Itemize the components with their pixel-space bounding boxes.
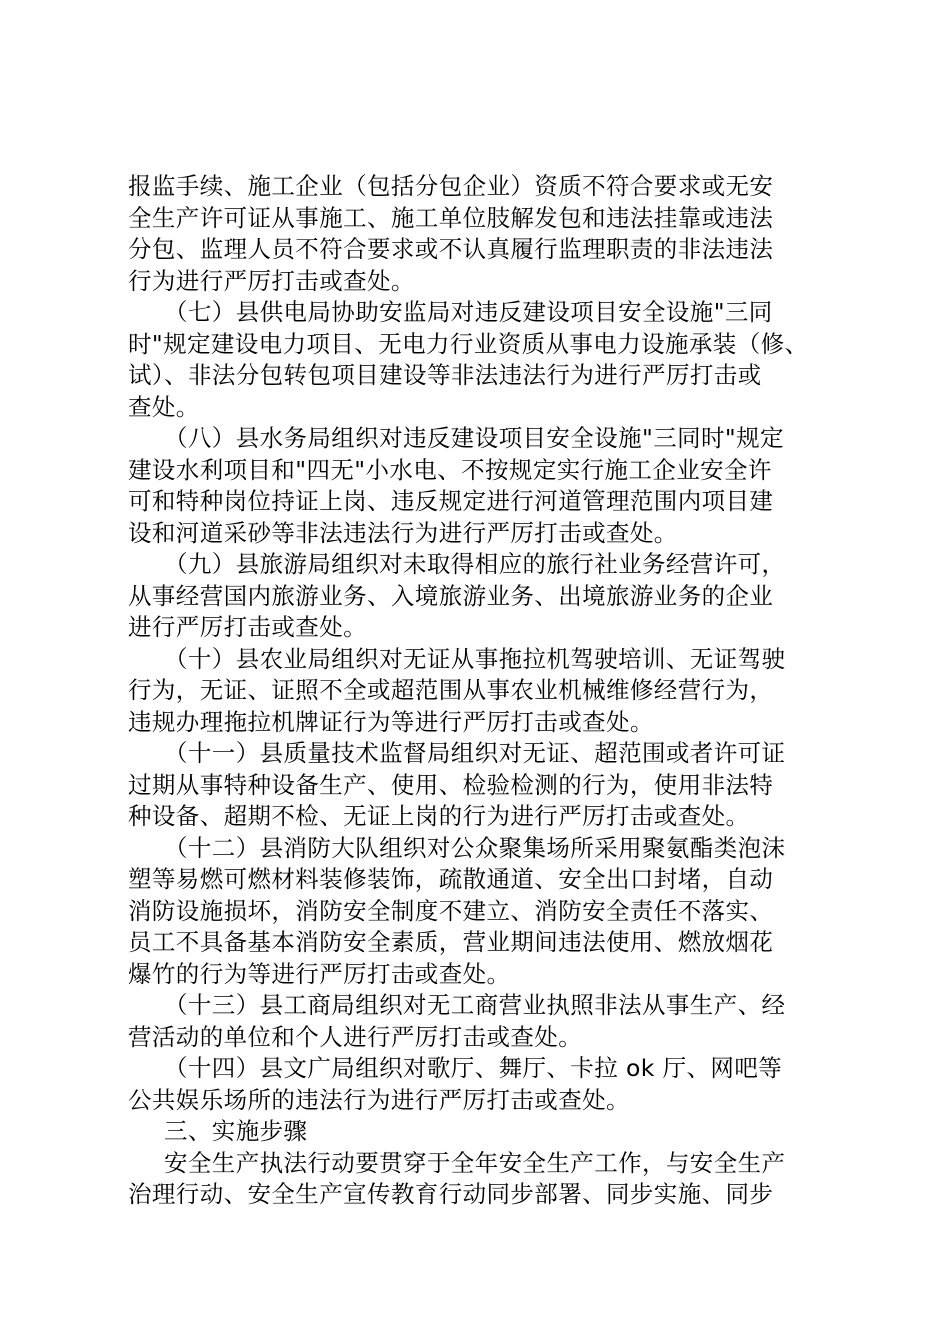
text-line: 塑等易燃可燃材料装修装饰，疏散通道、安全出口封堵，自动 xyxy=(128,865,774,893)
text-line: 从事经营国内旅游业务、入境旅游业务、出境旅游业务的企业 xyxy=(128,581,774,610)
text-line: 全生产许可证从事施工、施工单位肢解发包和违法挂靠或违法 xyxy=(128,203,774,232)
text-line: 消防设施损坏，消防安全制度不建立、消防安全责任不落实、 xyxy=(128,896,774,925)
text-line: 员工不具备基本消防安全素质，营业期间违法使用、燃放烟花 xyxy=(128,928,774,956)
paragraph-first-line: （十二）县消防大队组织对公众聚集场所采用聚氨酯类泡沫 xyxy=(164,833,786,862)
paragraph-first-line: 安全生产执法行动要贯穿于全年安全生产工作，与安全生产 xyxy=(164,1148,786,1177)
paragraph-first-line: （十四）县文广局组织对歌厅、舞厅、卡拉 ok 厅、网吧等 xyxy=(164,1054,783,1082)
text-line: 营活动的单位和个人进行严厉打击或查处。 xyxy=(128,1022,583,1051)
text-line: 公共娱乐场所的违法行为进行严厉打击或查处。 xyxy=(128,1085,630,1114)
text-line: 分包、监理人员不符合要求或不认真履行监理职责的非法违法 xyxy=(128,235,774,263)
text-line: 进行严厉打击或查处。 xyxy=(128,613,367,641)
text-line: 过期从事特种设备生产、使用、检验检测的行为，使用非法特 xyxy=(128,770,774,799)
paragraph-first-line: （九）县旅游局组织对未取得相应的旅行社业务经营许可， xyxy=(164,550,786,578)
paragraph-first-line: （八）县水务局组织对违反建设项目安全设施"三同时"规定 xyxy=(164,424,784,452)
text-line: 治理行动、安全生产宣传教育行动同步部署、同步实施、同步 xyxy=(128,1180,774,1208)
paragraph-first-line: （十）县农业局组织对无证从事拖拉机驾驶培训、无证驾驶 xyxy=(164,644,786,673)
text-line: 建设水利项目和"四无"小水电、不按规定实行施工企业安全许 xyxy=(128,455,772,484)
text-line: 违规办理拖拉机牌证行为等进行严厉打击或查处。 xyxy=(128,707,654,736)
text-line: 行为进行严厉打击或查处。 xyxy=(128,266,415,295)
document-body xyxy=(128,171,848,1211)
paragraph-first-line: 三、实施步骤 xyxy=(164,1117,308,1145)
text-line: 种设备、超期不检、无证上岗的行为进行严厉打击或查处。 xyxy=(128,802,750,830)
text-line: 查处。 xyxy=(128,392,200,421)
text-line: 时"规定建设电力项目、无电力行业资质从事电力设施承装（修、 xyxy=(128,329,809,358)
paragraph-first-line: （十一）县质量技术监督局组织对无证、超范围或者许可证 xyxy=(164,739,786,767)
paragraph-first-line: （七）县供电局协助安监局对违反建设项目安全设施"三同 xyxy=(164,298,773,326)
text-line: 爆竹的行为等进行严厉打击或查处。 xyxy=(128,959,511,988)
text-line: 行为，无证、证照不全或超范围从事农业机械维修经营行为， xyxy=(128,676,774,704)
text-line: 报监手续、施工企业（包括分包企业）资质不符合要求或无安 xyxy=(128,172,774,200)
text-line: 试）、非法分包转包项目建设等非法违法行为进行严厉打击或 xyxy=(128,361,762,389)
paragraph-first-line: （十三）县工商局组织对无工商营业执照非法从事生产、经 xyxy=(164,991,786,1019)
text-line: 设和河道采砂等非法违法行为进行严厉打击或查处。 xyxy=(128,518,678,547)
text-line: 可和特种岗位持证上岗、违反规定进行河道管理范围内项目建 xyxy=(128,487,774,515)
